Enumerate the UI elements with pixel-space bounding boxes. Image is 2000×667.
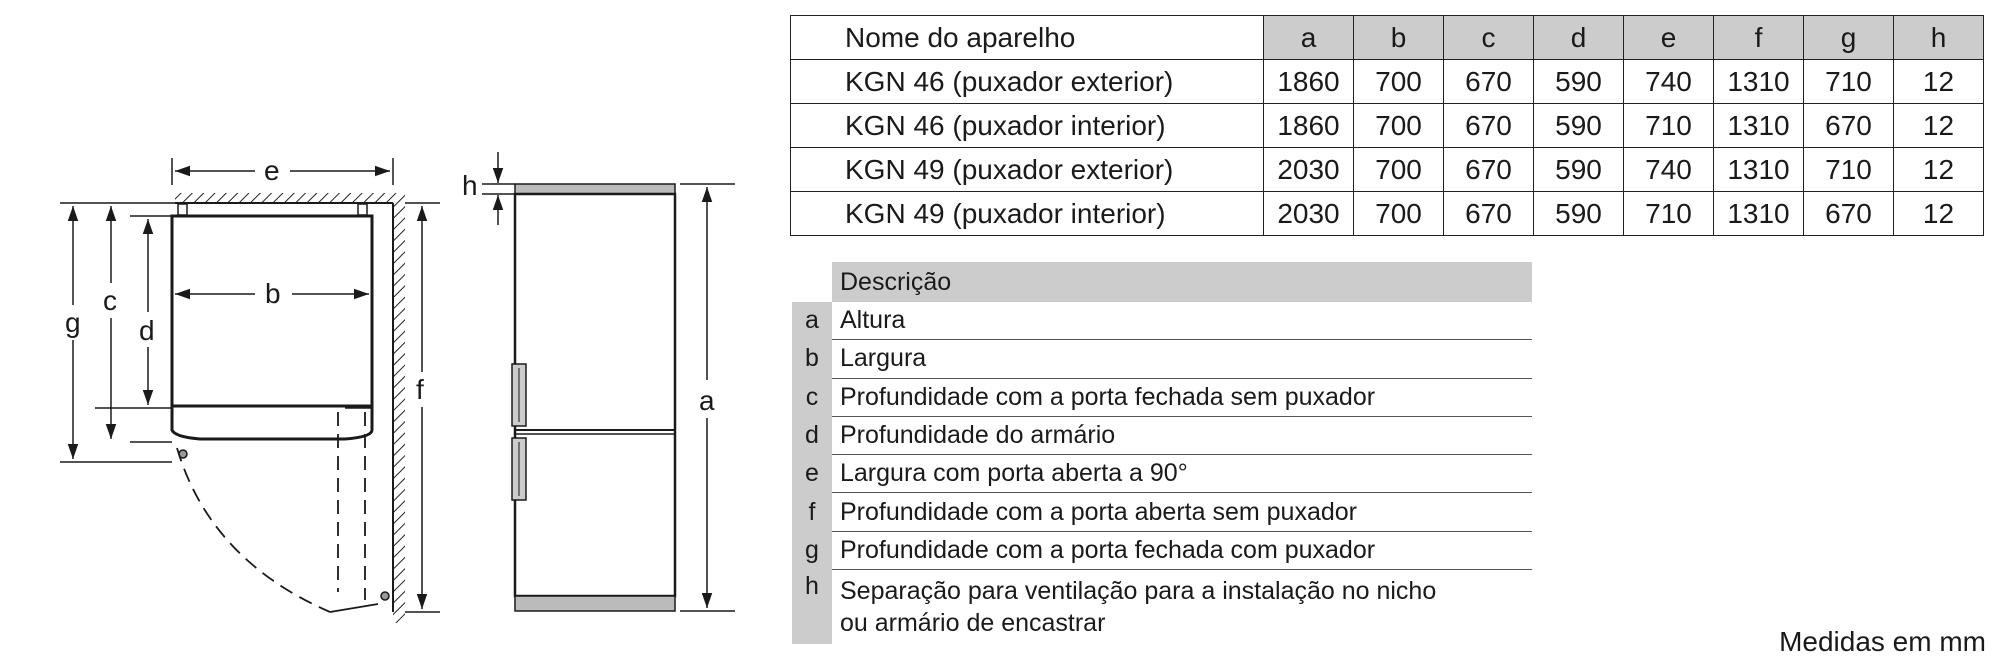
value-cell: 700 bbox=[1354, 148, 1444, 192]
description-row bbox=[792, 455, 1532, 493]
description-text-line2: ou armário de encastrar bbox=[840, 609, 1106, 638]
model-name-cell: KGN 49 (puxador interior) bbox=[791, 192, 1264, 236]
description-row bbox=[792, 570, 1532, 645]
description-text: Largura bbox=[832, 340, 1532, 378]
value-cell: 1310 bbox=[1714, 104, 1804, 148]
header-cell: b bbox=[1354, 16, 1444, 60]
value-cell: 590 bbox=[1534, 104, 1624, 148]
header-cell: f bbox=[1714, 16, 1804, 60]
model-name-cell: KGN 46 (puxador interior) bbox=[791, 104, 1264, 148]
header-cell: d bbox=[1534, 16, 1624, 60]
value-cell: 670 bbox=[1444, 104, 1534, 148]
value-cell: 12 bbox=[1894, 60, 1984, 104]
header-cell: g bbox=[1804, 16, 1894, 60]
description-table bbox=[792, 262, 1532, 644]
value-cell: 12 bbox=[1894, 192, 1984, 236]
description-row bbox=[792, 340, 1532, 378]
models-table bbox=[790, 15, 1984, 236]
value-cell: 710 bbox=[1624, 104, 1714, 148]
value-cell: 2030 bbox=[1264, 192, 1354, 236]
table-row bbox=[791, 192, 1984, 236]
value-cell: 700 bbox=[1354, 104, 1444, 148]
description-text-line1: Separação para ventilação para a instalação no nicho bbox=[840, 577, 1437, 606]
front-view bbox=[482, 152, 735, 611]
header-cell: c bbox=[1444, 16, 1534, 60]
description-key: b bbox=[792, 340, 832, 378]
dimension-diagram bbox=[0, 0, 780, 667]
value-cell: 670 bbox=[1444, 60, 1534, 104]
description-row bbox=[792, 531, 1532, 569]
description-text: Profundidade com a porta fechada sem puxador bbox=[832, 378, 1532, 416]
header-cell: e bbox=[1624, 16, 1714, 60]
description-text: Profundidade com a porta aberta sem puxador bbox=[832, 493, 1532, 531]
description-title: Descrição bbox=[832, 262, 1532, 302]
label-b: b bbox=[265, 278, 281, 309]
value-cell: 1860 bbox=[1264, 104, 1354, 148]
description-key: g bbox=[792, 531, 832, 569]
description-row bbox=[792, 302, 1532, 340]
header-cell: Nome do aparelho bbox=[791, 16, 1264, 60]
description-header bbox=[792, 262, 1532, 302]
value-cell: 740 bbox=[1624, 148, 1714, 192]
description-text: Profundidade do armário bbox=[832, 416, 1532, 454]
description-key: h bbox=[792, 570, 832, 645]
value-cell: 590 bbox=[1534, 192, 1624, 236]
description-row bbox=[792, 493, 1532, 531]
value-cell: 12 bbox=[1894, 148, 1984, 192]
description-key: d bbox=[792, 416, 832, 454]
models-header-row bbox=[791, 16, 1984, 60]
value-cell: 700 bbox=[1354, 60, 1444, 104]
description-row bbox=[792, 416, 1532, 454]
units-note: Medidas em mm bbox=[1779, 626, 1986, 657]
description-text bbox=[832, 570, 1532, 645]
value-cell: 1310 bbox=[1714, 148, 1804, 192]
value-cell: 1860 bbox=[1264, 60, 1354, 104]
value-cell: 740 bbox=[1624, 60, 1714, 104]
model-name-cell: KGN 46 (puxador exterior) bbox=[791, 60, 1264, 104]
value-cell: 1310 bbox=[1714, 60, 1804, 104]
description-key: f bbox=[792, 493, 832, 531]
value-cell: 710 bbox=[1804, 148, 1894, 192]
label-a: a bbox=[699, 385, 715, 416]
label-d: d bbox=[139, 315, 155, 346]
value-cell: 590 bbox=[1534, 148, 1624, 192]
model-name-cell: KGN 49 (puxador exterior) bbox=[791, 148, 1264, 192]
label-c: c bbox=[103, 285, 117, 316]
description-key: a bbox=[792, 302, 832, 340]
value-cell: 700 bbox=[1354, 192, 1444, 236]
description-text: Profundidade com a porta fechada com puxador bbox=[832, 531, 1532, 569]
value-cell: 710 bbox=[1804, 60, 1894, 104]
label-f: f bbox=[416, 374, 424, 405]
table-row bbox=[791, 60, 1984, 104]
description-header-key bbox=[792, 262, 832, 302]
header-cell: h bbox=[1894, 16, 1984, 60]
label-h: h bbox=[462, 170, 478, 201]
top-view bbox=[60, 158, 440, 623]
value-cell: 670 bbox=[1444, 192, 1534, 236]
description-key: e bbox=[792, 455, 832, 493]
value-cell: 590 bbox=[1534, 60, 1624, 104]
label-g: g bbox=[65, 307, 81, 338]
value-cell: 1310 bbox=[1714, 192, 1804, 236]
value-cell: 670 bbox=[1444, 148, 1534, 192]
description-key: c bbox=[792, 378, 832, 416]
value-cell: 670 bbox=[1804, 104, 1894, 148]
description-row bbox=[792, 378, 1532, 416]
description-text: Largura com porta aberta a 90° bbox=[832, 455, 1532, 493]
value-cell: 12 bbox=[1894, 104, 1984, 148]
value-cell: 670 bbox=[1804, 192, 1894, 236]
label-e: e bbox=[264, 155, 280, 186]
table-row bbox=[791, 148, 1984, 192]
description-text: Altura bbox=[832, 302, 1532, 340]
header-cell: a bbox=[1264, 16, 1354, 60]
value-cell: 710 bbox=[1624, 192, 1714, 236]
value-cell: 2030 bbox=[1264, 148, 1354, 192]
table-row bbox=[791, 104, 1984, 148]
